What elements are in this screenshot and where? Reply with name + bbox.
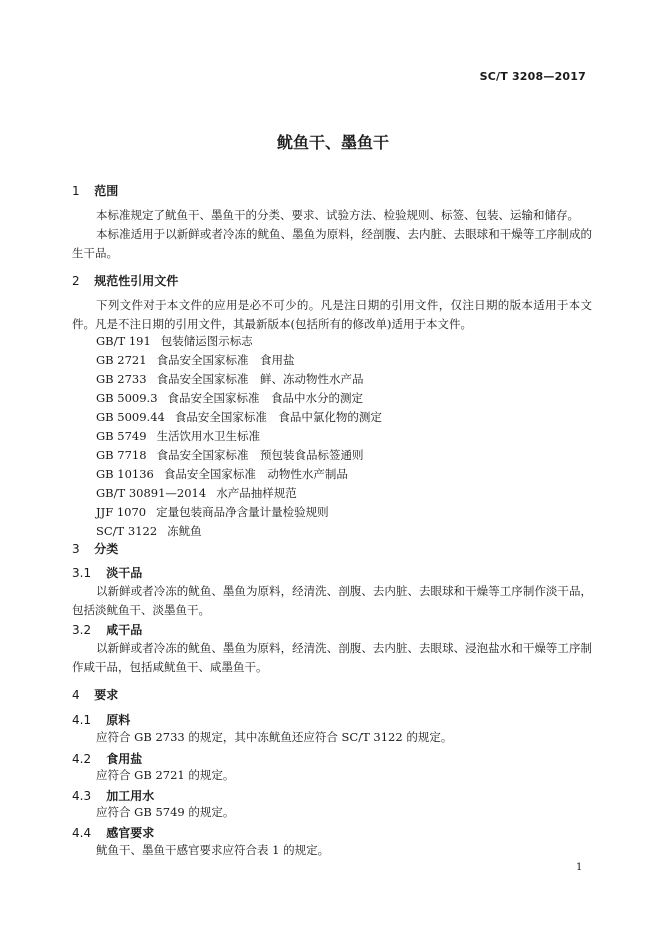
- subsection-4-1-heading: [72, 711, 130, 728]
- dried-plain-definition: 以新鲜或者冷冻的鱿鱼、墨鱼为原料，经清洗、剖腹、去内脏、去眼球和干燥等工序制作淡干品，包括淡鱿鱼干、淡墨鱼干。: [72, 584, 592, 617]
- section-title: 规范性引用文件: [94, 274, 179, 288]
- section-title: 范围: [94, 184, 119, 198]
- subsection-title: 加工用水: [106, 789, 155, 803]
- subsection-number: 4.3: [72, 789, 92, 803]
- section-3-heading: [72, 540, 118, 557]
- sensory-requirement: 鱿鱼干、墨鱼干感官要求应符合表 1 的规定。: [96, 843, 330, 857]
- subsection-4-4-heading: [72, 824, 154, 841]
- water-requirement: 应符合 GB 5749 的规定。: [96, 805, 235, 819]
- normative-references-intro: 下列文件对于本文件的应用是必不可少的。凡是注日期的引用文件，仅注日期的版本适用于本文件。凡是不注日期的引用文件，其最新版本(包括所有的修改单)适用于本文件。: [72, 298, 592, 331]
- section-title: 分类: [94, 542, 119, 556]
- subsection-number: 4.1: [72, 713, 92, 727]
- reference-item: JJF 1070 定量包装商品净含量计量检验规则: [96, 505, 329, 519]
- section-number: 3: [72, 542, 80, 556]
- reference-item: GB/T 30891—2014 水产品抽样规范: [96, 486, 297, 500]
- scope-paragraph-2: 本标准适用于以新鲜或者冷冻的鱿鱼、墨鱼为原料，经剖腹、去内脏、去眼球和干燥等工序制成的生干品。: [72, 227, 592, 260]
- section-number: 4: [72, 688, 80, 702]
- reference-item: GB 2721 食品安全国家标准 食用盐: [96, 353, 295, 367]
- reference-item: GB 5749 生活饮用水卫生标准: [96, 429, 261, 443]
- document-title: 鱿鱼干、墨鱼干: [276, 133, 389, 152]
- standard-code: SC/T 3208—2017: [479, 70, 586, 83]
- subsection-number: 3.2: [72, 623, 92, 637]
- scope-paragraph-1: 本标准规定了鱿鱼干、墨鱼干的分类、要求、试验方法、检验规则、标签、包装、运输和储存。: [96, 208, 579, 222]
- subsection-title: 淡干品: [106, 566, 143, 580]
- reference-item: GB 2733 食品安全国家标准 鲜、冻动物性水产品: [96, 372, 364, 386]
- section-4-heading: [72, 686, 118, 703]
- reference-item: GB 5009.44 食品安全国家标准 食品中氯化物的测定: [96, 410, 382, 424]
- page-number: 1: [576, 862, 583, 873]
- section-number: 2: [72, 274, 80, 288]
- subsection-title: 原料: [106, 713, 131, 727]
- subsection-number: 3.1: [72, 566, 92, 580]
- reference-item: GB 7718 食品安全国家标准 预包装食品标签通则: [96, 448, 364, 462]
- reference-item: GB/T 191 包装储运图示标志: [96, 334, 253, 348]
- subsection-title: 咸干品: [106, 623, 143, 637]
- subsection-4-3-heading: [72, 787, 154, 804]
- raw-material-requirement: 应符合 GB 2733 的规定，其中冻鱿鱼还应符合 SC/T 3122 的规定。: [96, 730, 453, 744]
- dried-salted-definition: 以新鲜或者冷冻的鱿鱼、墨鱼为原料，经清洗、剖腹、去内脏、去眼球、浸泡盐水和干燥等工序制作咸干品，包括咸鱿鱼干、咸墨鱼干。: [72, 641, 592, 674]
- subsection-title: 食用盐: [106, 752, 143, 766]
- subsection-title: 感官要求: [106, 826, 155, 840]
- subsection-3-2-heading: [72, 621, 142, 638]
- section-1-heading: [72, 182, 118, 199]
- section-number: 1: [72, 184, 80, 198]
- section-title: 要求: [94, 688, 119, 702]
- subsection-number: 4.2: [72, 752, 92, 766]
- section-2-heading: [72, 272, 178, 289]
- subsection-4-2-heading: [72, 750, 142, 767]
- reference-item: GB 10136 食品安全国家标准 动物性水产制品: [96, 467, 348, 481]
- reference-item: SC/T 3122 冻鱿鱼: [96, 524, 202, 538]
- subsection-3-1-heading: [72, 564, 142, 581]
- salt-requirement: 应符合 GB 2721 的规定。: [96, 768, 235, 782]
- reference-item: GB 5009.3 食品安全国家标准 食品中水分的测定: [96, 391, 364, 405]
- subsection-number: 4.4: [72, 826, 92, 840]
